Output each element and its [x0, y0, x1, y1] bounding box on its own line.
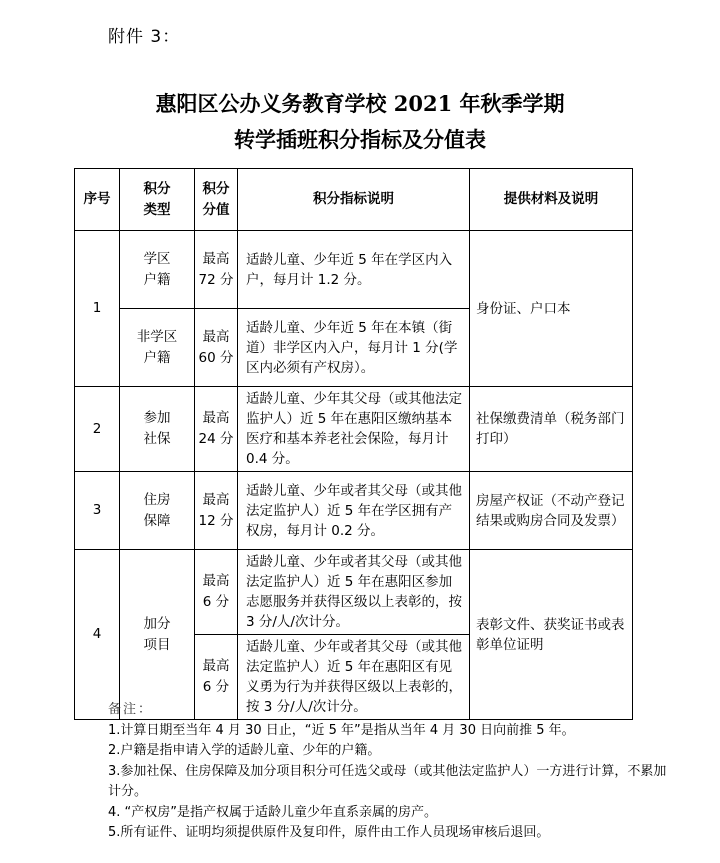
type-cell: 学区 户籍	[120, 231, 195, 309]
type-cell: 住房 保障	[120, 472, 195, 550]
header-value: 积分 分值	[195, 169, 238, 231]
attachment-label: 附件 3：	[108, 27, 181, 47]
seq-cell: 1	[75, 231, 120, 387]
table-row	[75, 231, 633, 309]
table-row	[75, 550, 633, 635]
desc-cell: 适龄儿童、少年或者其父母（或其他法定监护人）近 5 年在学区拥有产权房，每月计 0.2 分。	[238, 472, 470, 550]
type-cell: 加分 项目	[120, 550, 195, 720]
seq-cell: 4	[75, 550, 120, 720]
note-item: 3.参加社保、住房保障及加分项目积分可任选父或母（或其他法定监护人）一方进行计算，不累加计分。	[108, 763, 667, 799]
table-row	[75, 387, 633, 472]
value-cell: 最高 24 分	[195, 387, 238, 472]
desc-cell: 适龄儿童、少年近 5 年在本镇（街道）非学区内入户，每月计 1 分(学区内必须有产权房）。	[238, 309, 470, 387]
header-seq: 序号	[75, 169, 120, 231]
page-subtitle: 转学插班积分指标及分值表	[234, 127, 486, 152]
desc-cell: 适龄儿童、少年或者其父母（或其他法定监护人）近 5 年在惠阳区参加志愿服务并获得区级以上表彰的，按 3 分/人/次计分。	[238, 550, 470, 635]
value-cell: 最高 6 分	[195, 635, 238, 720]
value-cell: 最高 12 分	[195, 472, 238, 550]
seq-cell: 3	[75, 472, 120, 550]
desc-cell: 适龄儿童、少年或者其父母（或其他法定监护人）近 5 年在惠阳区有见义勇为行为并获得区级以上表彰的，按 3 分/人/次计分。	[238, 635, 470, 720]
type-cell: 非学区 户籍	[120, 309, 195, 387]
seq-cell: 2	[75, 387, 120, 472]
materials-cell: 身份证、户口本	[470, 231, 633, 387]
value-cell: 最高 6 分	[195, 550, 238, 635]
value-cell: 最高 60 分	[195, 309, 238, 387]
note-item: 4. “产权房”是指产权属于适龄儿童少年直系亲属的房产。	[108, 804, 438, 820]
materials-cell: 房屋产权证（不动产登记结果或购房合同及发票）	[470, 472, 633, 550]
desc-cell: 适龄儿童、少年其父母（或其他法定监护人）近 5 年在惠阳区缴纳基本医疗和基本养老社会保险，每月计 0.4 分。	[238, 387, 470, 472]
note-item: 5.所有证件、证明均须提供原件及复印件，原件由工作人员现场审核后退回。	[108, 825, 550, 840]
header-materials: 提供材料及说明	[470, 169, 633, 231]
page-title: 惠阳区公办义务教育学校 2021 年秋季学期	[155, 91, 565, 116]
header-desc: 积分指标说明	[238, 169, 470, 231]
note-item: 1.计算日期至当年 4 月 30 日止，“近 5 年”是指从当年 4 月 30 日向前推 5 年。	[108, 722, 575, 738]
value-cell: 最高 72 分	[195, 231, 238, 309]
materials-cell: 表彰文件、获奖证书或表彰单位证明	[470, 550, 633, 720]
notes-section	[108, 700, 668, 844]
desc-cell: 适龄儿童、少年近 5 年在学区内入户，每月计 1.2 分。	[238, 231, 470, 309]
table-header-row	[75, 169, 633, 231]
notes-heading: 备注：	[108, 702, 154, 717]
header-type: 积分 类型	[120, 169, 195, 231]
materials-cell: 社保缴费清单（税务部门打印）	[470, 387, 633, 472]
table-row	[75, 472, 633, 550]
note-item: 2.户籍是指申请入学的适龄儿童、少年的户籍。	[108, 743, 381, 758]
points-table	[74, 168, 633, 720]
type-cell: 参加 社保	[120, 387, 195, 472]
